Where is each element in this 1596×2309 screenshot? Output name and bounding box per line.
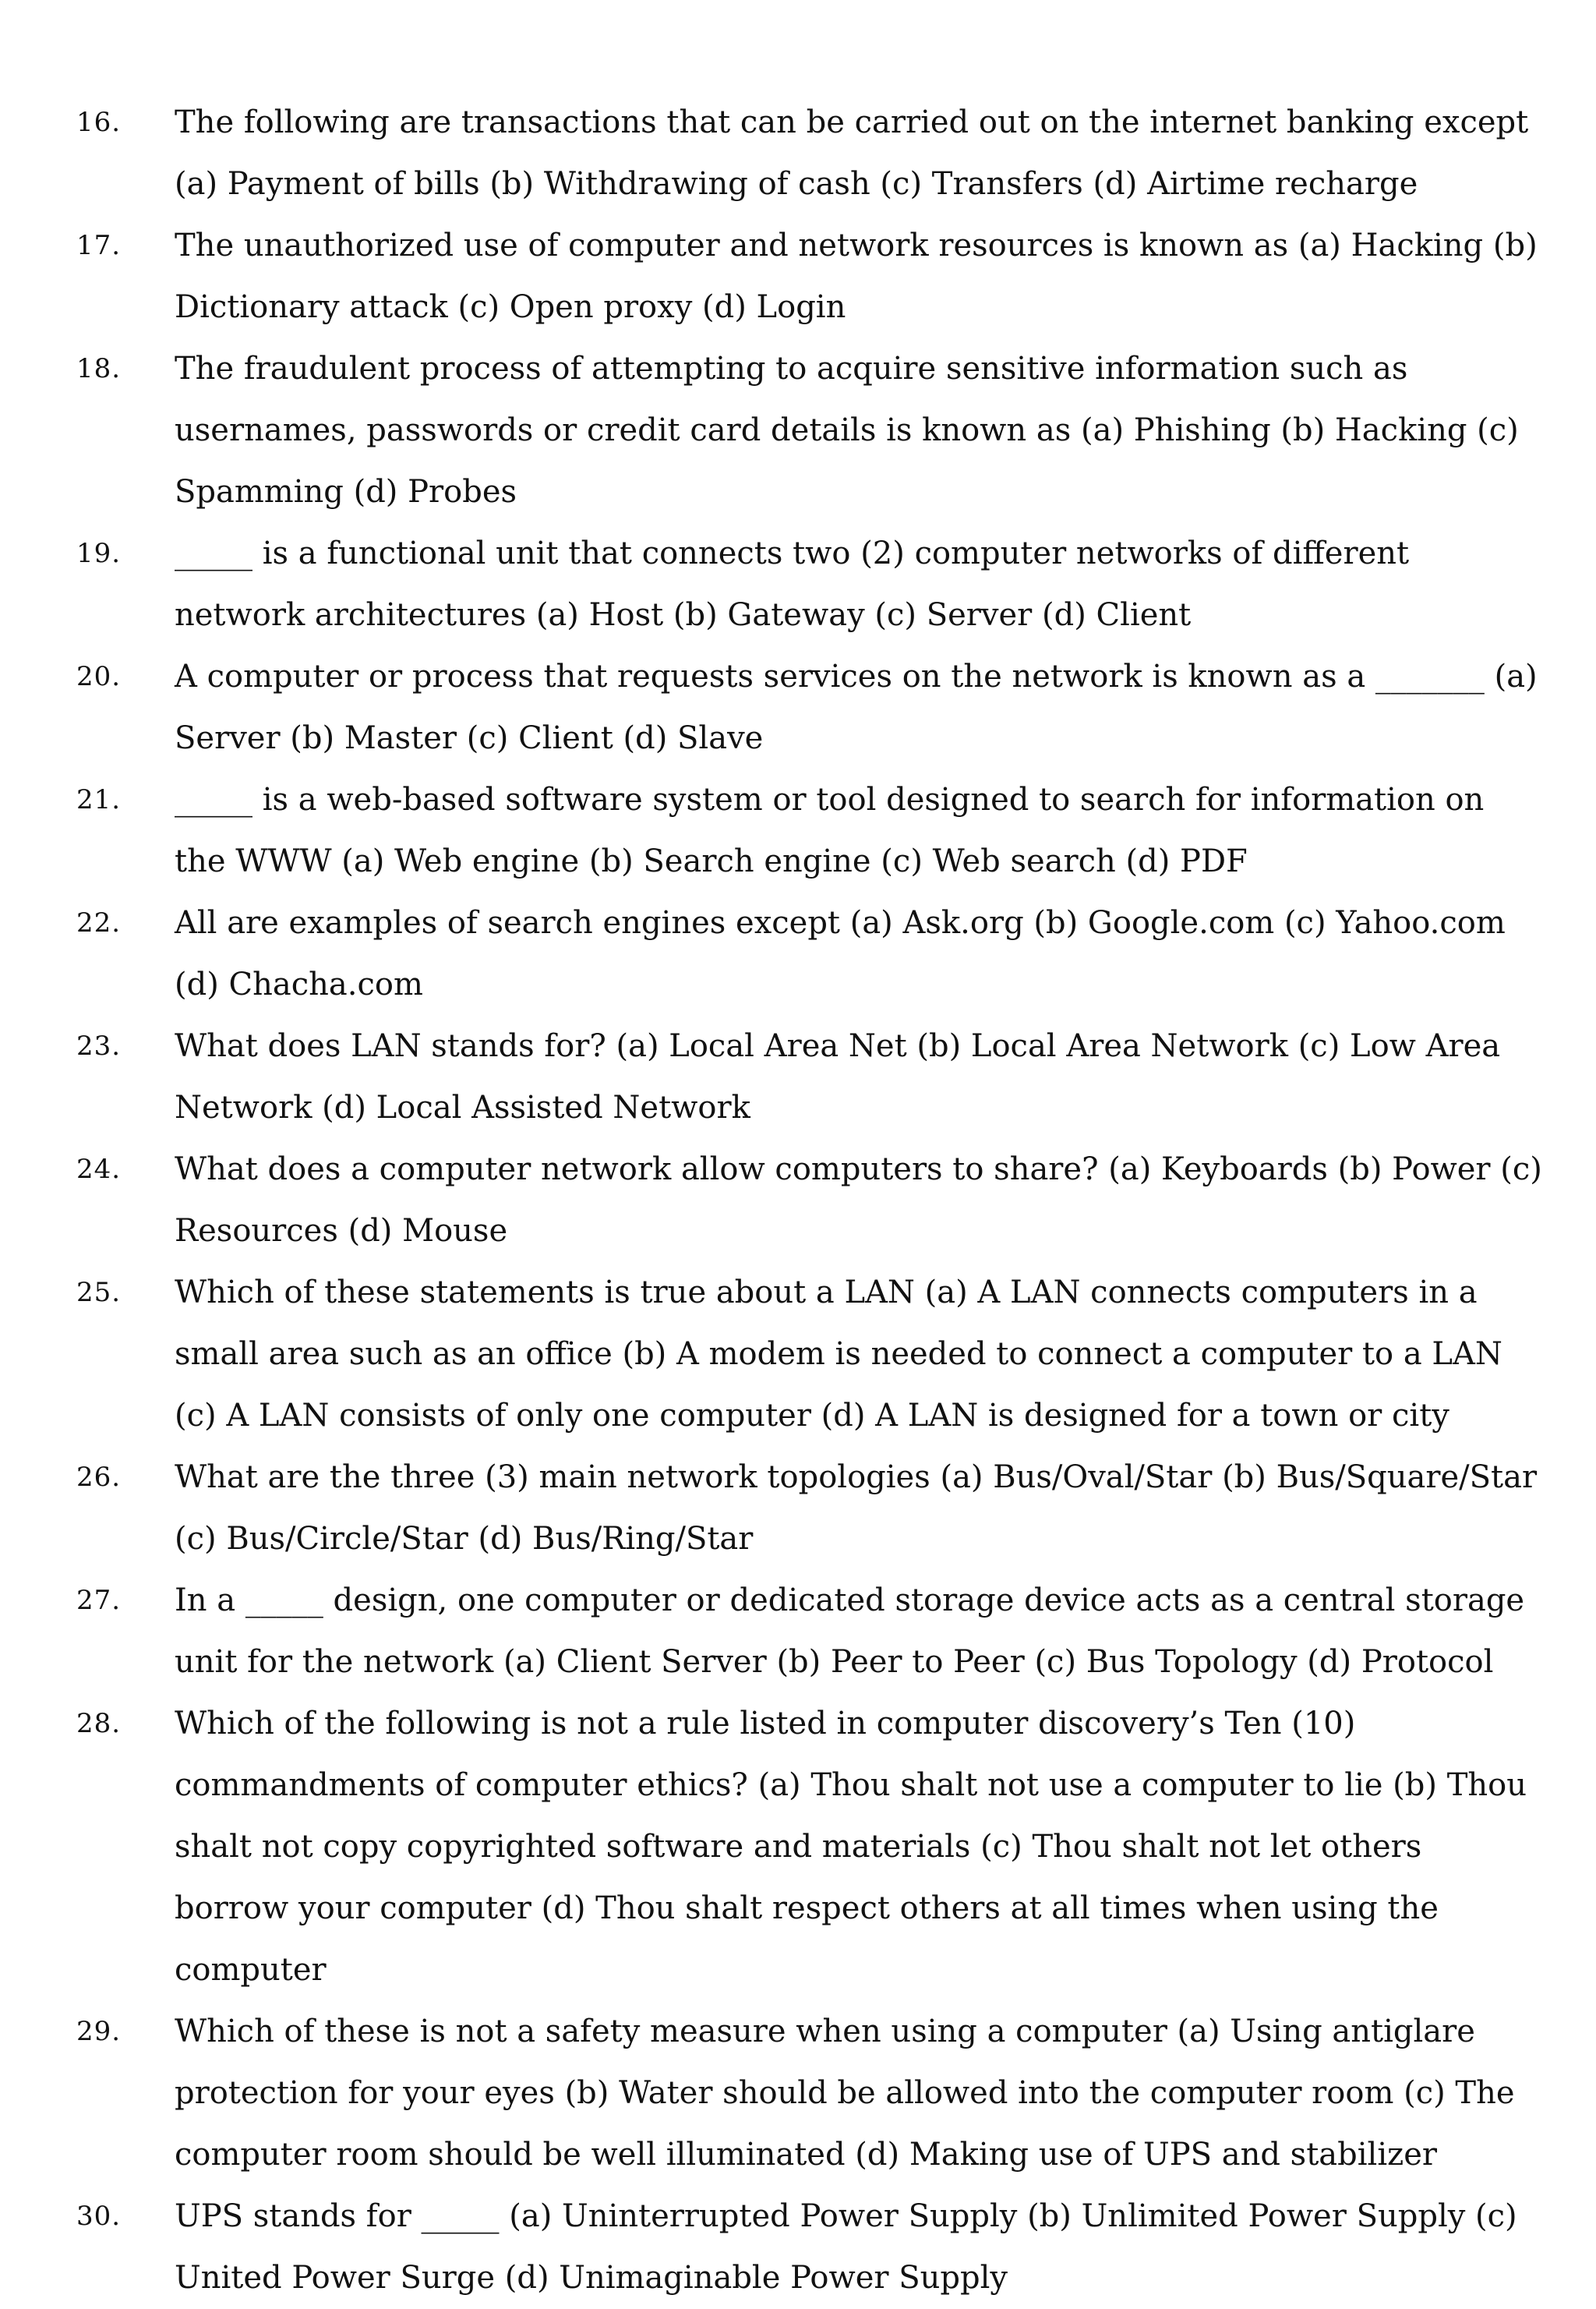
- question-number: 24.: [76, 1154, 122, 1185]
- question-text: Which of these is not a safety measure when using a computer (a) Using antiglare protection for your eyes (b) Water should be allowed into the computer room (c) The computer room should be well illuminated (d) Making use of UPS and stabilizer: [175, 2014, 1515, 2173]
- question-text: All are examples of search engines except (a) Ask.org (b) Google.com (c) Yahoo.com (d) Chacha.com: [175, 905, 1506, 1002]
- question-text: The unauthorized use of computer and network resources is known as (a) Hacking (b) Dictionary attack (c) Open proxy (d) Login: [175, 228, 1538, 325]
- question-23: [0, 1016, 1596, 1139]
- question-24: [0, 1139, 1596, 1262]
- question-text: Which of these statements is true about a LAN (a) A LAN connects computers in a small area such as an office (b) A modem is needed to connect a computer to a LAN (c) A LAN consists of only one computer (d) A LAN is designed for a town or city: [175, 1275, 1502, 1434]
- question-text: In a _____ design, one computer or dedicated storage device acts as a central storage unit for the network (a) Client Server (b) Peer to Peer (c) Bus Topology (d) Protocol: [175, 1582, 1525, 1680]
- question-29: [0, 2001, 1596, 2186]
- question-28: [0, 1693, 1596, 2001]
- question-27: [0, 1570, 1596, 1693]
- question-number: 19.: [76, 538, 122, 569]
- question-text: What are the three (3) main network topologies (a) Bus/Oval/Star (b) Bus/Square/Star (c) Bus/Circle/Star (d) Bus/Ring/Star: [175, 1459, 1538, 1557]
- question-text: A computer or process that requests services on the network is known as a _______ (a) Server (b) Master (c) Client (d) Slave: [175, 659, 1538, 756]
- question-18: [0, 338, 1596, 523]
- question-text: What does a computer network allow computers to share? (a) Keyboards (b) Power (c) Resources (d) Mouse: [175, 1151, 1542, 1249]
- question-text: _____ is a functional unit that connects two (2) computer networks of different network architectures (a) Host (b) Gateway (c) Server (d) Client: [175, 536, 1410, 633]
- question-number: 25.: [76, 1277, 122, 1308]
- question-number: 26.: [76, 1462, 122, 1493]
- question-text: _____ is a web-based software system or tool designed to search for information on the WWW (a) Web engine (b) Search engine (c) Web search (d) PDF: [175, 782, 1485, 879]
- question-20: [0, 646, 1596, 769]
- question-number: 20.: [76, 661, 122, 692]
- question-text: The fraudulent process of attempting to acquire sensitive information such as usernames, passwords or credit card details is known as (a) Phishing (b) Hacking (c) Spamming (d) Probes: [175, 351, 1519, 510]
- question-number: 18.: [76, 353, 122, 384]
- question-30: [0, 2186, 1596, 2309]
- question-22: [0, 893, 1596, 1016]
- question-number: 28.: [76, 1708, 122, 1739]
- question-number: 27.: [76, 1585, 122, 1616]
- question-number: 17.: [76, 230, 122, 261]
- question-number: 21.: [76, 784, 122, 815]
- question-text: The following are transactions that can be carried out on the internet banking except (a) Payment of bills (b) Withdrawing of cash (c) Transfers (d) Airtime recharge: [175, 104, 1529, 202]
- question-number: 22.: [76, 907, 122, 939]
- question-19: [0, 523, 1596, 646]
- question-text: Which of the following is not a rule listed in computer discovery’s Ten (10) commandments of computer ethics? (a) Thou shalt not use a computer to lie (b) Thou shalt not copy copyrighted software and materials (c) Thou shalt not let others borrow your computer (d) Thou shalt respect others at all times when using the computer: [175, 1706, 1527, 1988]
- question-17: [0, 215, 1596, 338]
- question-number: 29.: [76, 2016, 122, 2047]
- question-26: [0, 1447, 1596, 1570]
- question-number: 23.: [76, 1031, 122, 1062]
- question-16: [0, 92, 1596, 215]
- question-number: 30.: [76, 2201, 122, 2232]
- question-25: [0, 1262, 1596, 1447]
- question-number: 16.: [76, 107, 122, 138]
- question-21: [0, 769, 1596, 893]
- question-text: What does LAN stands for? (a) Local Area Net (b) Local Area Network (c) Low Area Network (d) Local Assisted Network: [175, 1028, 1501, 1126]
- question-text: UPS stands for _____ (a) Uninterrupted Power Supply (b) Unlimited Power Supply (c) United Power Surge (d) Unimaginable Power Supply: [175, 2198, 1517, 2296]
